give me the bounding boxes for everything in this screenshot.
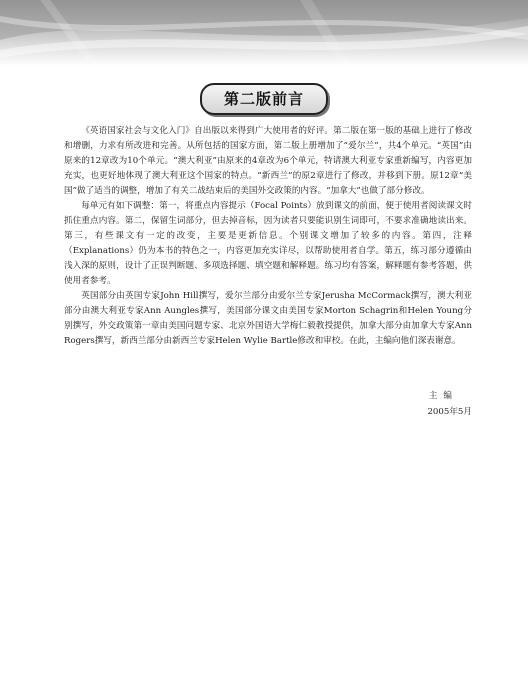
preface-body [64, 124, 472, 349]
page-title: 第二版前言 [200, 83, 328, 115]
signature-role: 主编 [428, 391, 458, 401]
header-banner [0, 0, 528, 66]
paragraph: 英国部分由英国专家John Hill撰写，爱尔兰部分由爱尔兰专家Jerusha McCormack撰写，澳大利亚部分由澳大利亚专家Ann Aungles撰写，美国部分课文由美国专家Morton Schagrin和Helen Young分别撰写，外交政策第一章由美国问题专家、北京外国语大学梅仁毅教授提供，加拿大部分由加拿大专家Ann Rogers撰写，新西兰部分由新西兰专家Helen Wylie Bartle修改和审校。在此，主编向他们深表谢意。 [64, 291, 472, 346]
signature-date: 2005年5月 [427, 407, 472, 417]
title-area [0, 83, 528, 115]
paragraph: 《英语国家社会与文化入门》自出版以来得到广大使用者的好评。第二版在第一版的基础上进行了修改和增删，力求有所改进和完善。从所包括的国家方面，第二版上册增加了“爱尔兰”，共4个单元。“英国”由原来的12章改为10个单元。“澳大利亚”由原来的4章改为6个单元，特请澳大利亚专家重新编写，内容更加充实，也更好地体现了澳大利亚这个国家的特点。“新西兰”的原2章进行了修改，并移到下册。原12章“美国”做了适当的调整，增加了有关二战结束后的美国外交政策的内容。“加拿大”也做了部分修改。 [64, 126, 472, 196]
signature-block [427, 388, 472, 420]
banner-graphic [0, 0, 528, 66]
paragraph: 每单元有如下调整：第一，将重点内容提示（Focal Points）放到课文的前面，便于使用者阅读课文时抓住重点内容。第二，保留生词部分，但去掉音标，因为读者只要能识别生词即可，不要求准确地读出来。第三，有些课文有一定的改变，主要是更新信息。个别课文增加了较多的内容。第四，注释（Explanations）仍为本书的特色之一，内容更加充实详尽，以帮助使用者自学。第五，练习部分遵循由浅入深的原则，设计了正误判断题、多项选择题、填空题和解释题。练习均有答案，解释题有参考答题，供使用者参考。 [64, 201, 472, 286]
